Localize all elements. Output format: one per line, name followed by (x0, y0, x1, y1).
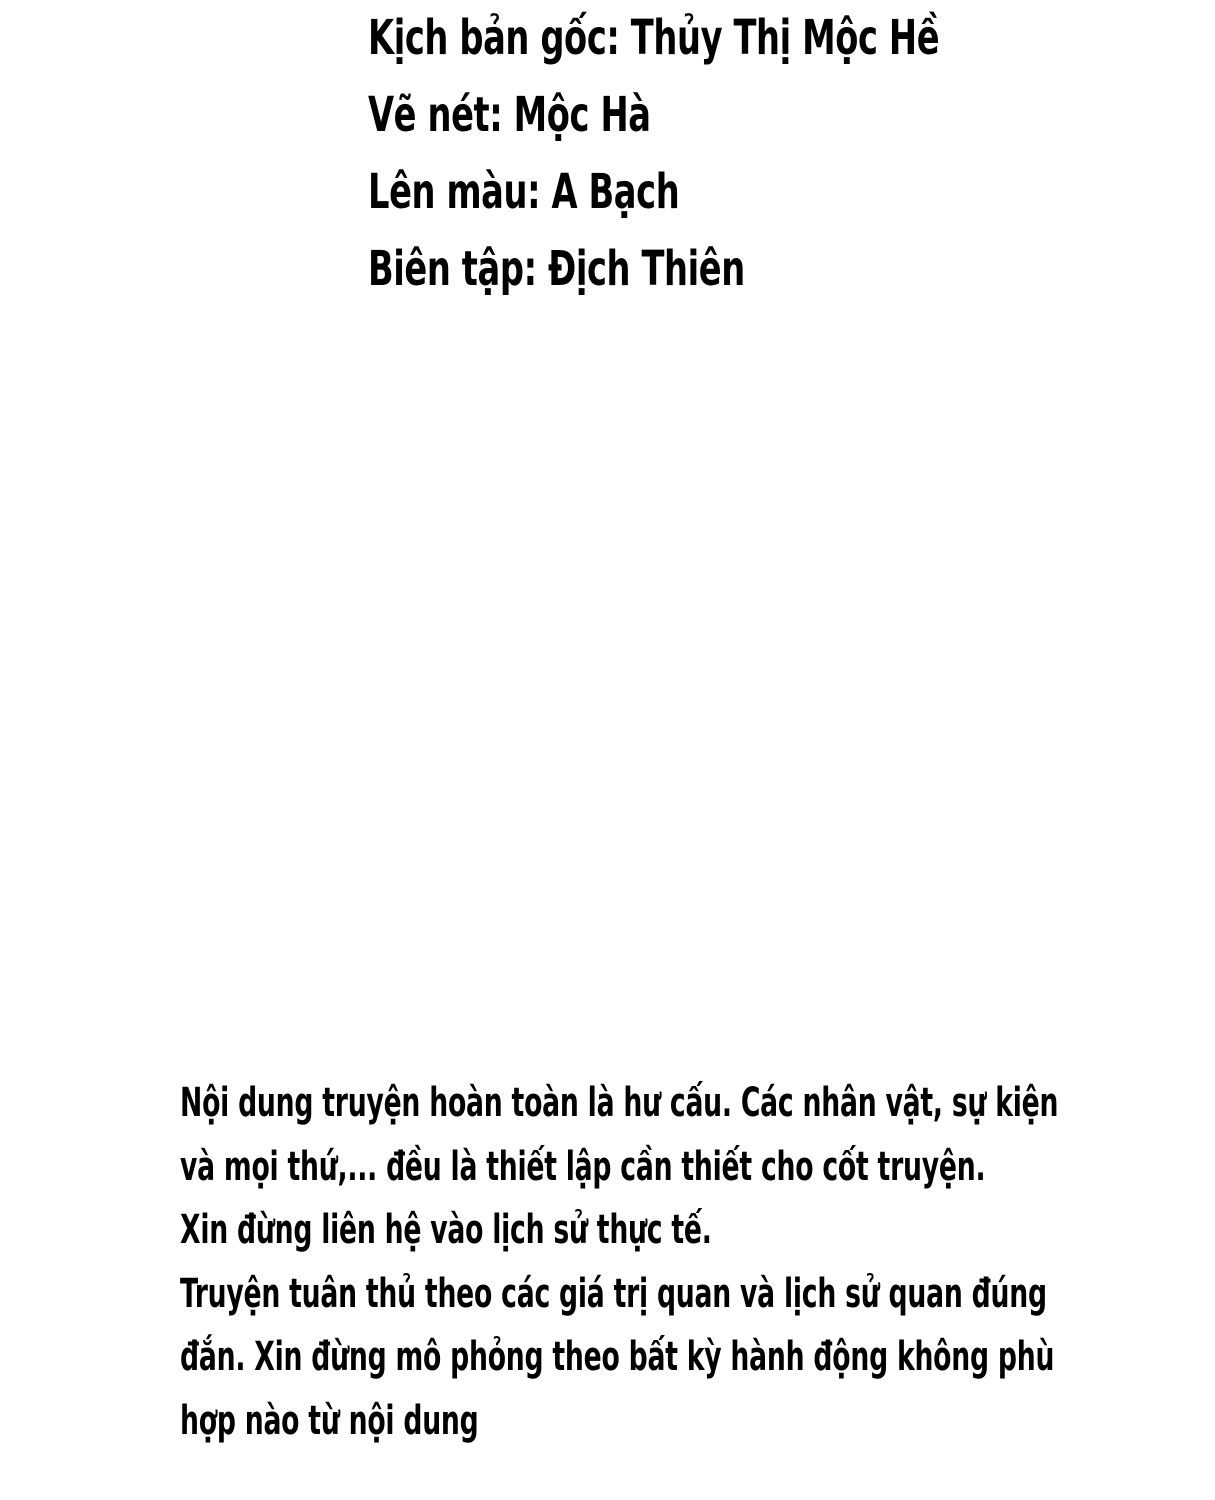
credit-line-art: Vẽ nét: Mộc Hà (368, 87, 651, 143)
credit-editor: Biên tập: Địch Thiên (368, 241, 745, 297)
disclaimer-block (180, 1072, 1215, 1453)
credits-block (368, 0, 1068, 308)
disclaimer-line: Truyện tuân thủ theo các giá trị quan và lịch sử quan đúng (180, 1270, 1047, 1317)
disclaimer-line: và mọi thứ,... đều là thiết lập cần thiết cho cốt truyện. (180, 1143, 986, 1190)
credit-coloring: Lên màu: A Bạch (368, 164, 680, 220)
disclaimer-line: hợp nào từ nội dung (180, 1397, 479, 1444)
disclaimer-line: Nội dung truyện hoàn toàn là hư cấu. Các nhân vật, sự kiện (180, 1080, 1059, 1126)
credit-original-script: Kịch bản gốc: Thủy Thị Mộc Hề (368, 10, 940, 66)
disclaimer-line: đắn. Xin đừng mô phỏng theo bất kỳ hành động không phù (180, 1334, 1055, 1380)
disclaimer-line: Xin đừng liên hệ vào lịch sử thực tế. (180, 1207, 712, 1253)
